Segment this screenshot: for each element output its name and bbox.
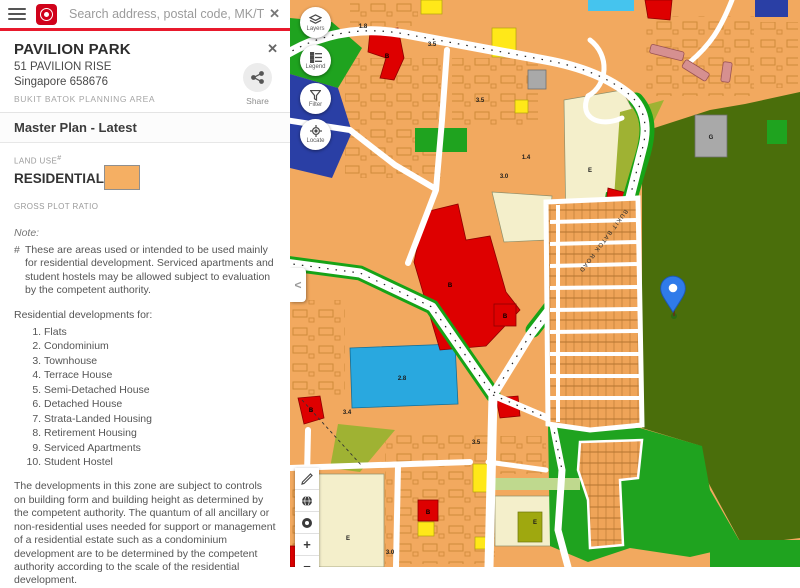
list-item: 1. Flats (44, 326, 276, 339)
property-address-line2: Singapore 658676 (14, 76, 108, 88)
layers-label: Layers (306, 25, 325, 32)
menu-icon[interactable] (8, 8, 26, 20)
list-item: 10. Student Hostel (44, 456, 276, 469)
svg-text:3.4: 3.4 (342, 410, 352, 416)
layers-button[interactable] (300, 7, 331, 38)
svg-text:3.0: 3.0 (499, 174, 509, 180)
basemap-button[interactable] (295, 512, 319, 534)
ura-logo-icon[interactable] (36, 4, 57, 25)
legend-label: Legend (305, 63, 326, 70)
list-item: 4. Terrace House (44, 369, 276, 382)
svg-text:G: G (708, 135, 714, 141)
svg-text:E: E (587, 168, 593, 174)
note-closing: The developments in this zone are subject to controls on building form and building height as determined by the competent authority. The quantum of all ancillary or non-residential uses needed for support or management of a residential estate such as a condominium development are to be determined by the competent authority according to the scale of the residential development. (14, 480, 276, 587)
land-use-label: LAND USE# (14, 155, 62, 166)
layers-icon (309, 14, 322, 25)
svg-text:3.5: 3.5 (471, 440, 481, 446)
collapse-panel-button[interactable]: < (290, 268, 306, 302)
zoom-in-button[interactable]: + (295, 534, 319, 556)
share-label: Share (246, 96, 269, 106)
svg-text:B: B (308, 408, 314, 414)
land-use-swatch (104, 165, 140, 190)
map-toolbar (295, 468, 319, 567)
filter-button[interactable] (300, 83, 331, 114)
school-building (518, 512, 542, 542)
note-marker: # (14, 243, 20, 256)
navy-parcel-top (755, 0, 788, 17)
svg-text:B: B (447, 283, 453, 289)
note-paragraph (14, 244, 276, 298)
landuse-panel (0, 143, 290, 588)
list-item: 9. Serviced Apartments (44, 442, 276, 455)
svg-text:3.5: 3.5 (427, 42, 437, 48)
svg-text:B: B (502, 314, 508, 320)
note-body: These are areas used or intended to be used mainly for residential development. Serviced apartments and student hostels may be allowed subject to evaluation by the competent authority. (25, 243, 274, 297)
legend-icon (310, 52, 322, 63)
streetview-button[interactable] (295, 490, 319, 512)
sidebar (0, 0, 290, 587)
locate-label: Locate (306, 138, 325, 144)
svg-text:E: E (345, 536, 351, 542)
svg-text:E: E (532, 520, 538, 526)
svg-text:3.0: 3.0 (385, 550, 395, 556)
svg-text:2.8: 2.8 (397, 376, 407, 382)
gross-plot-ratio-label: GROSS PLOT RATIO (14, 202, 99, 212)
share-button[interactable] (243, 63, 272, 106)
zoning-map[interactable] (290, 0, 800, 567)
list-item: 3. Townhouse (44, 355, 276, 368)
measure-button[interactable] (295, 468, 319, 490)
filter-icon (310, 90, 321, 101)
card-close-icon[interactable]: ✕ (267, 41, 278, 56)
search-input[interactable] (67, 6, 267, 22)
list-item: 2. Condominium (44, 340, 276, 353)
list-item: 5. Semi-Detached House (44, 384, 276, 397)
top-bar (0, 0, 290, 31)
landed-estate (546, 198, 642, 430)
cyan-water (588, 0, 634, 11)
pencil-icon (301, 473, 313, 485)
zoom-out-button[interactable]: − (295, 556, 319, 567)
developments-intro: Residential developments for: (14, 308, 153, 321)
search-clear-icon[interactable]: ✕ (269, 6, 280, 21)
globe-icon (301, 495, 313, 507)
svg-text:B: B (425, 510, 431, 516)
locate-button[interactable] (300, 119, 331, 150)
planning-area-label: BUKIT BATOK PLANNING AREA (14, 94, 156, 104)
list-item: 8. Retirement Housing (44, 427, 276, 440)
legend-button[interactable] (300, 45, 331, 76)
satellite-icon (301, 517, 313, 529)
svg-text:1.8: 1.8 (358, 24, 368, 30)
filter-label: Filter (308, 101, 323, 108)
map-canvas[interactable] (290, 0, 800, 567)
svg-text:B: B (384, 54, 390, 60)
share-icon (243, 63, 272, 92)
land-use-value: RESIDENTIAL (14, 170, 105, 186)
section-title: Master Plan - Latest (0, 113, 290, 143)
developments-list (28, 326, 276, 469)
svg-text:3.5: 3.5 (475, 98, 485, 104)
svg-text:1.4: 1.4 (521, 155, 531, 161)
property-address-line1: 51 PAVILION RISE (14, 61, 112, 73)
road-label: BUKIT BATOK ROAD (577, 207, 629, 274)
list-item: 7. Strata-Landed Housing (44, 413, 276, 426)
note-heading: Note: (14, 227, 40, 240)
list-item: 6. Detached House (44, 398, 276, 411)
locate-icon (310, 125, 322, 137)
property-name: PAVILION PARK (14, 41, 131, 58)
property-card (0, 31, 290, 113)
